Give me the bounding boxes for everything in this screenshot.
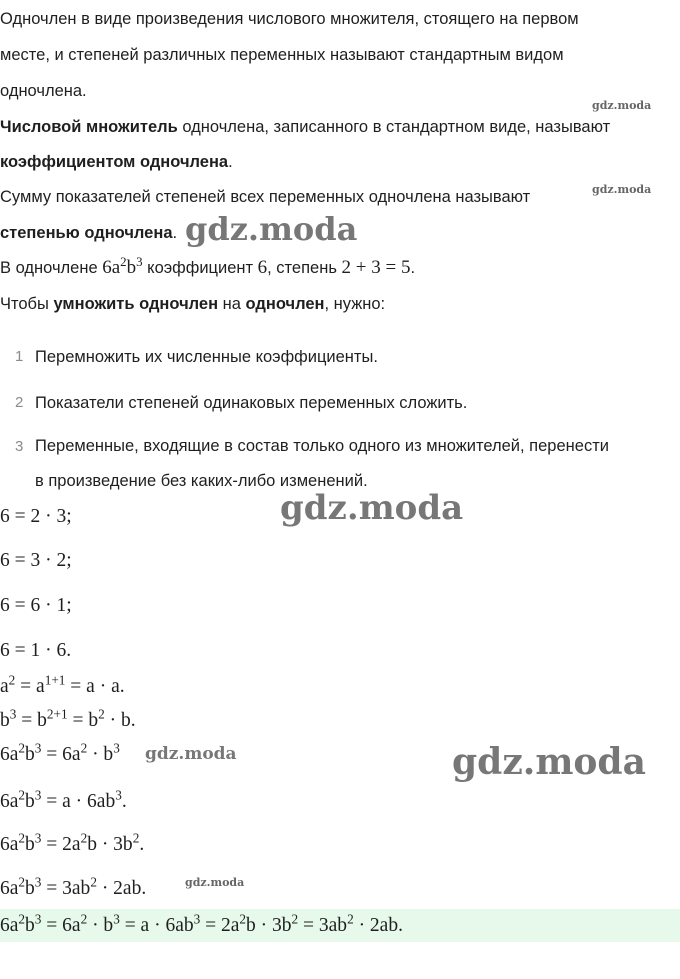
watermark-medium: gdz.moda [145,744,237,764]
list-item-continued: в произведение без каких-либо изменений. [35,472,368,490]
equation-split-1: $6a^2b^3 = 6a^2 \cdot b^3$ [0,740,120,765]
rule-intro: Чтобы умножить одночлен на одночлен, нужно: [0,295,386,313]
degree-definition: Сумму показателей степеней всех переменных одночлена называют [0,188,531,206]
answer-equation: $6a^2b^3 = 6a^2 \cdot b^3 = a \cdot 6ab^3 = 2a^2b \cdot 3b^2 = 3ab^2 \cdot 2ab$. [0,911,403,936]
watermark-small: gdz.moda [185,876,245,889]
degree-term: степенью одночлена [0,224,173,242]
equation-a-squared: $a^2 = a^{1+1} = a \cdot a$. [0,672,125,697]
list-number: 3 [15,438,24,455]
watermark-large: gdz.moda [185,210,358,248]
watermark-small: gdz.moda [592,99,652,112]
coefficient-rest: одночлена, записанного в стандартном виде, называют [177,118,611,136]
watermark-small: gdz.moda [592,183,652,196]
coefficient-term-line: коэффициентом одночлена. [0,153,233,171]
example-line: В одночлене $6a^2b^3$ коэффициент 6, степень 2 + 3 = 5. [0,253,416,278]
example-monomial: $6a^2b^3$ [102,253,143,278]
equation-split-3: $6a^2b^3 = 2a^2b \cdot 3b^2$. [0,830,145,855]
definition-line-3: одночлена. [0,82,87,100]
definition-line-1: Одночлен в виде произведения числового множителя, стоящего на первом [0,10,579,28]
example-coefficient: 6 [257,257,268,278]
list-item: Переменные, входящие в состав только одного из множителей, перенести [35,437,609,455]
watermark-large: gdz.moda [452,741,646,783]
degree-term-line: степенью одночлена. [0,224,178,242]
equation-b-cubed: $b^3 = b^{2+1} = b^2 \cdot b$. [0,706,136,731]
equation-1: 6 = 2 · 3; [0,506,72,527]
coefficient-term: коэффициентом одночлена [0,153,229,171]
list-number: 1 [15,348,24,365]
definition-line-2: месте, и степеней различных переменных называют стандартным видом [0,46,564,64]
equation-split-2: $6a^2b^3 = a \cdot 6ab^3$. [0,787,127,812]
equation-4: 6 = 1 · 6. [0,640,72,661]
equation-split-4: $6a^2b^3 = 3ab^2 \cdot 2ab$. [0,874,147,899]
example-degree: 2 + 3 = 5 [341,257,411,278]
list-number: 2 [15,394,24,411]
equation-2: 6 = 3 · 2; [0,550,72,571]
equation-3: 6 = 6 · 1; [0,595,72,616]
list-item: Показатели степеней одинаковых переменных сложить. [35,394,468,412]
list-item: Перемножить их численные коэффициенты. [35,348,378,366]
coefficient-bold: Числовой множитель [0,118,178,136]
watermark-large: gdz.moda [280,488,464,528]
coefficient-definition [0,117,610,137]
